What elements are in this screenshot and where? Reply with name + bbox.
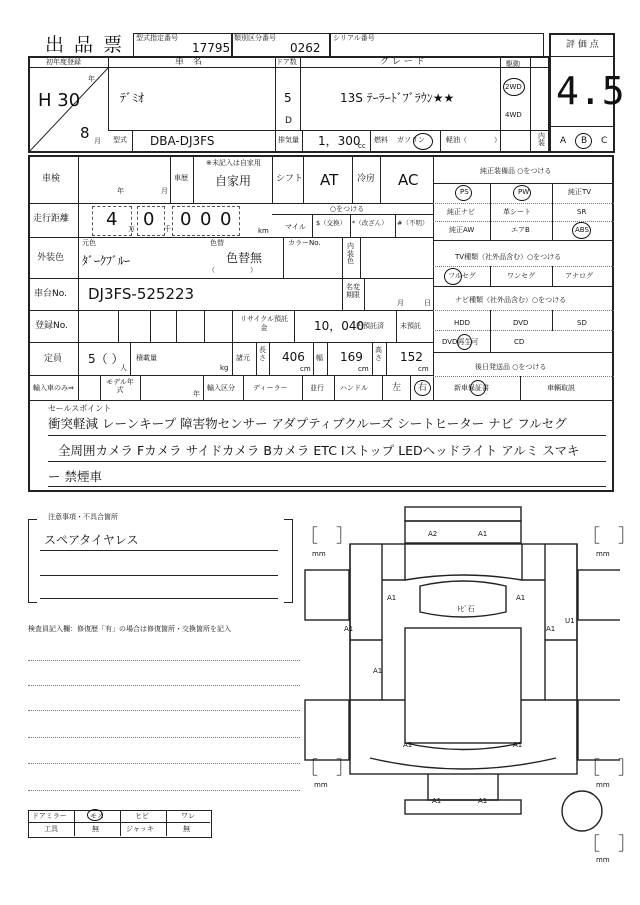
height-label: 高さ: [375, 346, 382, 362]
mirror-break: ワレ: [181, 812, 195, 820]
depth-bracket-rr: ［ ］: [582, 758, 636, 779]
equip-abs: ABS: [575, 226, 589, 234]
damage-mark: A1: [344, 625, 354, 633]
damage-mark: A1: [478, 797, 488, 805]
drive-label: 駆動: [506, 60, 520, 68]
jack-value: 無: [183, 825, 190, 833]
navi-title: ナビ種類（社外品含む）○をつける: [455, 296, 567, 304]
interior-a: A: [560, 136, 567, 146]
capacity-value: 5（ ）: [88, 352, 124, 366]
depth-mm-rl: mm: [314, 781, 328, 789]
car-name-value: ﾃﾞﾐｵ: [120, 91, 145, 105]
damage-note-chip: ﾄﾋﾟ石: [457, 605, 475, 613]
recycle-not: 未預託: [400, 322, 421, 330]
interior-b-circle: [575, 133, 592, 149]
drive-4wd: 4WD: [505, 111, 522, 119]
sales-line-2: 全周囲カメラ Fカメラ サイドカメラ Bカメラ ETC Iストップ LEDヘッドライト アルミ スマキ: [58, 443, 580, 458]
post-warranty: 新車保証書: [454, 384, 489, 392]
drive-2wd: 2WD: [505, 83, 522, 91]
load-label: 積載量: [136, 354, 157, 362]
damage-mark: A1: [432, 797, 442, 805]
import-label: 輸入車のみ⇒: [33, 384, 74, 392]
height-cm: cm: [418, 365, 429, 373]
drive-2wd-circle: [503, 78, 525, 96]
mileage-digit: 0: [143, 209, 155, 230]
handle-right: 右: [418, 383, 428, 393]
model-code-value: 17795: [192, 41, 231, 55]
length-cm: cm: [300, 365, 311, 373]
car-name-label: 車 名: [175, 57, 203, 67]
post-manual: 車輌取説: [547, 384, 575, 392]
post-warranty-circle: [470, 380, 486, 396]
mileage-sen: 千: [164, 225, 171, 233]
sales-label: セールスポイント: [48, 404, 112, 413]
navi-cd: CD: [514, 338, 525, 346]
depth-bracket-spare: ［ ］: [582, 834, 636, 855]
shaken-label: 車検: [42, 174, 61, 184]
tv-title: TV種類（社外品含む）○をつける: [455, 253, 562, 261]
equip-abs-circle: [572, 222, 591, 239]
inspector-label: 検査員記入欄：修復歴「有」の場合は修復箇所・交換箇所を記入: [28, 625, 231, 633]
month-unit: 月: [94, 137, 101, 145]
equip-ps: PS: [460, 188, 469, 196]
equip-tv: 純正TV: [568, 188, 592, 196]
recycle-value: 10，040: [314, 319, 365, 333]
mileage-tampered: *（改ざん）: [352, 219, 388, 227]
first-reg-month: 8: [80, 124, 90, 142]
width-label: 幅: [316, 354, 323, 362]
equip-airbag: エアB: [511, 226, 530, 234]
depth-mm-rr: mm: [596, 781, 610, 789]
color-label: 外装色: [37, 253, 65, 263]
model-year-label: モデル年式: [106, 378, 134, 395]
door-type: D: [285, 116, 292, 126]
height-value: 152: [400, 350, 423, 364]
color-no-label: カラーNo.: [288, 239, 321, 247]
serial-label: シリアル番号: [333, 34, 375, 42]
fuel-close: ）: [494, 136, 501, 144]
tv-analog: アナログ: [565, 272, 593, 280]
orig-color-value: ﾀﾞｰｸﾌﾞﾙｰ: [82, 254, 131, 268]
import-parallel: 並行: [310, 384, 324, 392]
navi-dvd-play: DVD再生可: [442, 338, 479, 346]
repaint-paren: （ ）: [208, 266, 257, 274]
dims-label: 諸元: [236, 354, 250, 362]
navi-hdd: HDD: [454, 319, 471, 327]
mileage-man: 万: [128, 225, 135, 233]
width-cm: cm: [358, 365, 369, 373]
interior-c: C: [601, 136, 608, 146]
repaint-label: 色替: [210, 239, 224, 247]
notes-bracket-left: [28, 519, 37, 603]
car-damage-diagram: [300, 500, 620, 840]
model-year-unit: 年: [193, 390, 200, 398]
doors-value: 5: [284, 91, 292, 105]
repaint-value: 色替無: [226, 251, 263, 265]
model-code-label: 型式指定番号: [136, 34, 178, 42]
damage-mark: A1: [478, 530, 488, 538]
name-change-day: 日: [424, 299, 431, 307]
displacement-label: 排気量: [278, 136, 299, 144]
equip-pw-circle: [513, 185, 531, 201]
damage-mark: A1: [387, 594, 397, 602]
len-label: 長さ: [259, 346, 266, 362]
history-label: 車歴: [174, 174, 188, 182]
doors-label: ドア数: [276, 58, 297, 66]
capacity-person: 人: [120, 364, 127, 372]
shaken-month-unit: 月: [161, 187, 168, 195]
mileage-digit: 0: [220, 209, 232, 230]
mileage-label: 走行距離: [33, 214, 70, 224]
width-value: 169: [340, 350, 363, 364]
grade-label: グ レ ー ド: [380, 57, 425, 67]
tv-fullseg: フルセグ: [448, 272, 476, 280]
name-change-label: 名変期限: [346, 283, 360, 300]
depth-mm-fl: mm: [312, 550, 326, 558]
depth-mm-spare: mm: [596, 856, 610, 864]
mileage-digit: 4: [106, 209, 118, 230]
sales-line-1: 衝突軽減 レーンキープ 障害物センサー アダプティブクルーズ シートヒーター ナビ フルセグ: [48, 416, 567, 431]
first-reg-label: 初年度登録: [46, 58, 81, 66]
chassis-label: 車台No.: [34, 289, 67, 299]
fuel-diesel: 軽油（: [446, 136, 467, 144]
damage-mark: A1: [546, 625, 556, 633]
equip-pw: PW: [518, 188, 530, 196]
fuel-gasoline: ガソリン: [397, 136, 425, 144]
interior-b: B: [581, 136, 588, 146]
first-reg-year: H 30: [38, 90, 81, 111]
damage-mark: A1: [373, 667, 383, 675]
mileage-circle-note: ○をつける: [330, 205, 365, 213]
navi-dvd: DVD: [513, 319, 529, 327]
equipment-title: 純正装備品 ○をつける: [480, 167, 552, 175]
import-dealer: ディーラー: [253, 384, 288, 392]
notes-bracket-right: [284, 519, 293, 603]
rating-value: 4.5: [556, 69, 625, 113]
sales-line-3: ー 禁煙車: [48, 469, 102, 484]
fuel-gasoline-circle: [413, 133, 433, 150]
damage-mark: A1: [513, 741, 523, 749]
displacement-value: 1，300: [318, 134, 361, 148]
depth-bracket-fr: ［ ］: [582, 526, 636, 547]
length-value: 406: [282, 350, 305, 364]
tools-value: 無: [92, 825, 99, 833]
shaken-year-unit: 年: [117, 187, 124, 195]
navi-sd: SD: [577, 319, 587, 327]
shift-label: シフト: [276, 174, 304, 184]
post-title: 後日発送品 ○をつける: [475, 363, 547, 371]
history-value: 自家用: [215, 174, 252, 188]
int-color-label: 内装色: [347, 242, 354, 266]
depth-bracket-fl: ［ ］: [300, 526, 354, 547]
mirror-moss-circle: [87, 809, 103, 821]
mirror-moss: モス: [90, 812, 104, 820]
type-value: DBA-DJ3FS: [150, 134, 215, 148]
import-type-label: 輸入区分: [207, 384, 235, 392]
mileage-digit: 0: [200, 209, 212, 230]
tools-label: 工具: [44, 825, 58, 833]
recycle-done: 円預託済: [356, 322, 384, 330]
handle-label: ハンドル: [340, 384, 368, 392]
mileage-exchange: $（交換）: [316, 219, 347, 227]
navi-dvd-play-circle: [457, 334, 472, 350]
mileage-mile: マイル: [285, 223, 306, 231]
damage-mark: A2: [428, 530, 438, 538]
category-value: 0262: [290, 41, 321, 55]
chassis-value: DJ3FS-525223: [88, 285, 195, 303]
jack-label: ジャッキ: [126, 825, 154, 833]
handle-left: 左: [392, 383, 402, 393]
reg-no-label: 登録No.: [35, 321, 68, 331]
mirror-crack: ヒビ: [135, 812, 149, 820]
ac-label: 冷房: [357, 174, 376, 184]
equip-navi: 純正ナビ: [447, 208, 475, 216]
mileage-digit: 0: [180, 209, 192, 230]
rating-label: 評 価 点: [566, 40, 599, 50]
equip-aw: 純正AW: [449, 226, 475, 234]
damage-mark: U1: [565, 617, 575, 625]
grade-value: 13S ﾃｰﾗｰﾄﾞﾌﾞﾗｳﾝ★★: [340, 91, 455, 105]
load-kg: kg: [220, 364, 229, 372]
equip-ps-circle: [455, 185, 472, 201]
damage-mark: A1: [516, 594, 526, 602]
year-unit: 年: [88, 75, 95, 83]
tv-fullseg-circle: [444, 268, 462, 285]
equip-sr: SR: [577, 208, 587, 216]
shift-value: AT: [320, 171, 339, 189]
ac-value: AC: [398, 171, 419, 189]
page-title: 出 品 票: [45, 34, 125, 56]
notes-label: 注意事項・不具合箇所: [48, 513, 118, 521]
depth-mm-fr: mm: [596, 550, 610, 558]
depth-bracket-rl: ［ ］: [300, 758, 354, 779]
mileage-km: km: [258, 227, 269, 235]
interior-label: 内装: [538, 132, 545, 147]
equip-leather: 革シート: [503, 208, 531, 216]
history-note: ※未記入は自家用: [206, 159, 261, 167]
type-label: 型式: [113, 136, 127, 144]
capacity-label: 定員: [44, 354, 63, 364]
orig-color-label: 元色: [82, 239, 96, 247]
recycle-label: リサイクル預託金: [239, 315, 289, 333]
handle-right-circle: [414, 380, 431, 396]
tv-oneseg: ワンセグ: [507, 272, 535, 280]
category-label: 類別区分番号: [234, 34, 276, 42]
mileage-unknown: #（不明）: [397, 219, 429, 227]
notes-text: スペアタイヤレス: [44, 533, 139, 547]
fuel-label: 燃料: [374, 136, 388, 144]
mirror-label: ドアミラー: [32, 812, 67, 820]
damage-mark: A1: [403, 741, 413, 749]
cc-unit: cc: [358, 142, 366, 150]
name-change-month: 月: [397, 299, 404, 307]
